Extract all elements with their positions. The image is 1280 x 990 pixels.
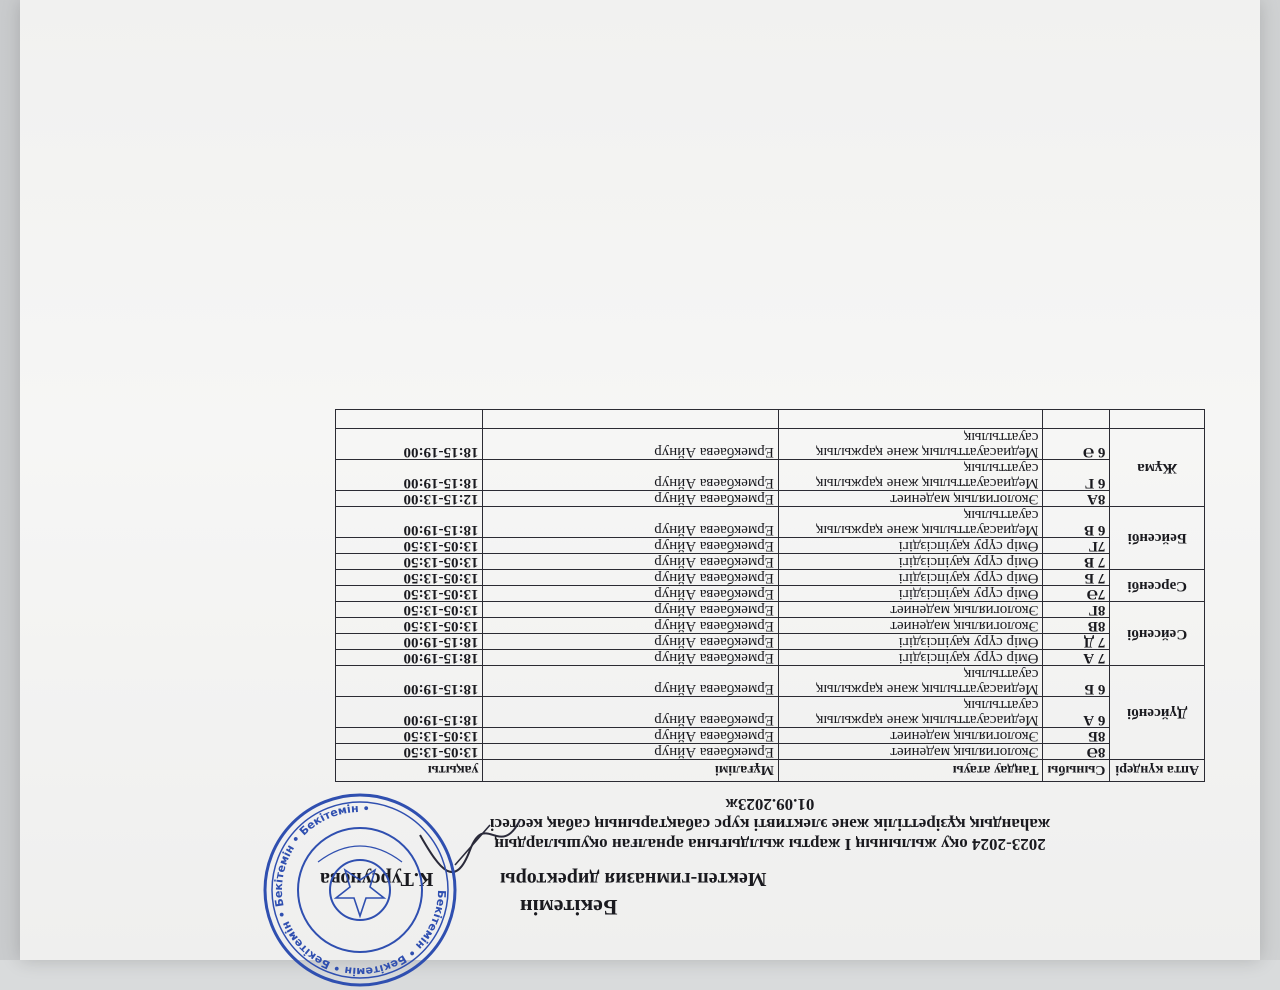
time-cell: 13:05-13:50: [336, 586, 484, 602]
time-cell: 13:05-13:50: [336, 602, 484, 618]
table-row: [336, 429, 1205, 460]
table-row: [336, 744, 1205, 760]
class-cell: 6 Ә: [1043, 429, 1110, 460]
table-row: [336, 634, 1205, 650]
empty-cell: [336, 410, 484, 429]
class-cell: 8Г: [1043, 602, 1110, 618]
teacher-cell: Ермекбаева Айнур: [483, 429, 778, 460]
subject-cell: Экологиялық мәдениет: [778, 728, 1043, 744]
class-cell: 7 В: [1043, 554, 1110, 570]
subject-cell: Өмір сүру қауіпсіздігі: [778, 570, 1043, 586]
time-cell: 18:15-19:00: [336, 634, 484, 650]
teacher-cell: Ермекбаева Айнур: [483, 728, 778, 744]
table-row: [336, 554, 1205, 570]
class-cell: 8А: [1043, 491, 1110, 507]
empty-cell: [778, 410, 1043, 429]
day-cell: Жұма: [1110, 429, 1205, 507]
empty-cell: [1043, 410, 1110, 429]
header-subject: Таңдау атауы: [778, 760, 1043, 782]
teacher-cell: Ермекбаева Айнур: [483, 744, 778, 760]
class-cell: 7 А: [1043, 650, 1110, 666]
subject-cell: Экологиялық мәдениет: [778, 618, 1043, 634]
teacher-cell: Ермекбаева Айнур: [483, 586, 778, 602]
table-row: [336, 538, 1205, 554]
subject-cell: Экологиялық мәдениет: [778, 602, 1043, 618]
teacher-cell: Ермекбаева Айнур: [483, 618, 778, 634]
time-cell: 18:15-19:00: [336, 697, 484, 728]
document-page: [271, 100, 1210, 979]
class-cell: 8Б: [1043, 728, 1110, 744]
time-cell: 12:15-13:00: [336, 491, 484, 507]
class-cell: 7 Д: [1043, 634, 1110, 650]
time-cell: 13:05-13:50: [336, 744, 484, 760]
teacher-cell: Ермекбаева Айнур: [483, 666, 778, 697]
day-cell: Бейсенбі: [1110, 507, 1205, 570]
director-name: К.Турсунова: [320, 868, 434, 890]
teacher-cell: Ермекбаева Айнур: [483, 602, 778, 618]
empty-row: [336, 410, 1205, 429]
title-line-2: жаһандық құзіреттілік және элективті курс сабақтарының сабақ кестесі: [489, 815, 1051, 834]
class-cell: 7 Б: [1043, 570, 1110, 586]
time-cell: 13:05-13:50: [336, 618, 484, 634]
subject-cell: Өмір сүру қауіпсіздігі: [778, 538, 1043, 554]
table-row: [336, 507, 1205, 538]
class-cell: 6 Б: [1043, 666, 1110, 697]
class-cell: 6 Г: [1043, 460, 1110, 491]
table-row: [336, 570, 1205, 586]
subject-cell: Өмір сүру қауіпсіздігі: [778, 554, 1043, 570]
approval-label: Бекітемін: [520, 895, 618, 920]
director-title: Мектеп-гимназия директоры: [500, 868, 767, 890]
time-cell: 18:15-19:00: [336, 666, 484, 697]
time-cell: 13:05-13:50: [336, 538, 484, 554]
table-header-row: [336, 760, 1205, 782]
time-cell: 18:15-19:00: [336, 460, 484, 491]
class-cell: 8В: [1043, 618, 1110, 634]
table-row: [336, 491, 1205, 507]
table-row: [336, 650, 1205, 666]
time-cell: 13:05-13:50: [336, 728, 484, 744]
teacher-cell: Ермекбаева Айнур: [483, 491, 778, 507]
empty-cell: [1110, 410, 1205, 429]
schedule-table: [335, 409, 1205, 782]
teacher-cell: Ермекбаева Айнур: [483, 650, 778, 666]
header-class: Сыныбы: [1043, 760, 1110, 782]
class-cell: 7Ә: [1043, 586, 1110, 602]
empty-cell: [483, 410, 778, 429]
subject-cell: Медиасауаттылық және қаржылық сауаттылық: [778, 666, 1043, 697]
teacher-cell: Ермекбаева Айнур: [483, 697, 778, 728]
subject-cell: Өмір сүру қауіпсіздігі: [778, 586, 1043, 602]
table-row: [336, 460, 1205, 491]
title-line-1: 2023-2024 оқу жылының I жарты жылдығына арналған оқушылардың: [494, 835, 1046, 854]
table-row: [336, 697, 1205, 728]
header-time: уақыты: [336, 760, 484, 782]
subject-cell: Медиасауаттылық және қаржылық сауаттылық: [778, 697, 1043, 728]
teacher-cell: Ермекбаева Айнур: [483, 554, 778, 570]
subject-cell: Өмір сүру қауіпсіздігі: [778, 650, 1043, 666]
day-cell: Сейсенбі: [1110, 602, 1205, 666]
time-cell: 18:15-19:00: [336, 429, 484, 460]
table-row: [336, 666, 1205, 697]
teacher-cell: Ермекбаева Айнур: [483, 460, 778, 491]
teacher-cell: Ермекбаева Айнур: [483, 538, 778, 554]
date-line: 01.09.2023ж: [725, 795, 815, 814]
header-teacher: Мұғалімі: [483, 760, 778, 782]
class-cell: 7Г: [1043, 538, 1110, 554]
table-body: [336, 410, 1205, 760]
table-row: [336, 602, 1205, 618]
day-cell: Сәрсенбі: [1110, 570, 1205, 602]
table-row: [336, 586, 1205, 602]
table-row: [336, 728, 1205, 744]
class-cell: 6 А: [1043, 697, 1110, 728]
time-cell: 18:15-19:00: [336, 650, 484, 666]
time-cell: 13:05-13:50: [336, 554, 484, 570]
subject-cell: Экологиялық мәдениет: [778, 491, 1043, 507]
class-cell: 6 В: [1043, 507, 1110, 538]
teacher-cell: Ермекбаева Айнур: [483, 634, 778, 650]
subject-cell: Медиасауаттылық және қаржылық сауаттылық: [778, 507, 1043, 538]
time-cell: 13:05-13:50: [336, 570, 484, 586]
teacher-cell: Ермекбаева Айнур: [483, 507, 778, 538]
subject-cell: Медиасауаттылық және қаржылық сауаттылық: [778, 429, 1043, 460]
teacher-cell: Ермекбаева Айнур: [483, 570, 778, 586]
official-seal-icon: [260, 790, 460, 990]
day-cell: Дүйсенбі: [1110, 666, 1205, 760]
subject-cell: Экологиялық мәдениет: [778, 744, 1043, 760]
table-row: [336, 618, 1205, 634]
svg-text:Бекітемін • Бекітемін • Бекіте: Бекітемін • Бекітемін • Бекітемін • Бекітемін • Бекітемін •: [271, 801, 449, 979]
class-cell: 8Ә: [1043, 744, 1110, 760]
header-day: Апта күндері: [1110, 760, 1205, 782]
time-cell: 18:15-19:00: [336, 507, 484, 538]
subject-cell: Медиасауаттылық және қаржылық сауаттылық: [778, 460, 1043, 491]
subject-cell: Өмір сүру қауіпсіздігі: [778, 634, 1043, 650]
